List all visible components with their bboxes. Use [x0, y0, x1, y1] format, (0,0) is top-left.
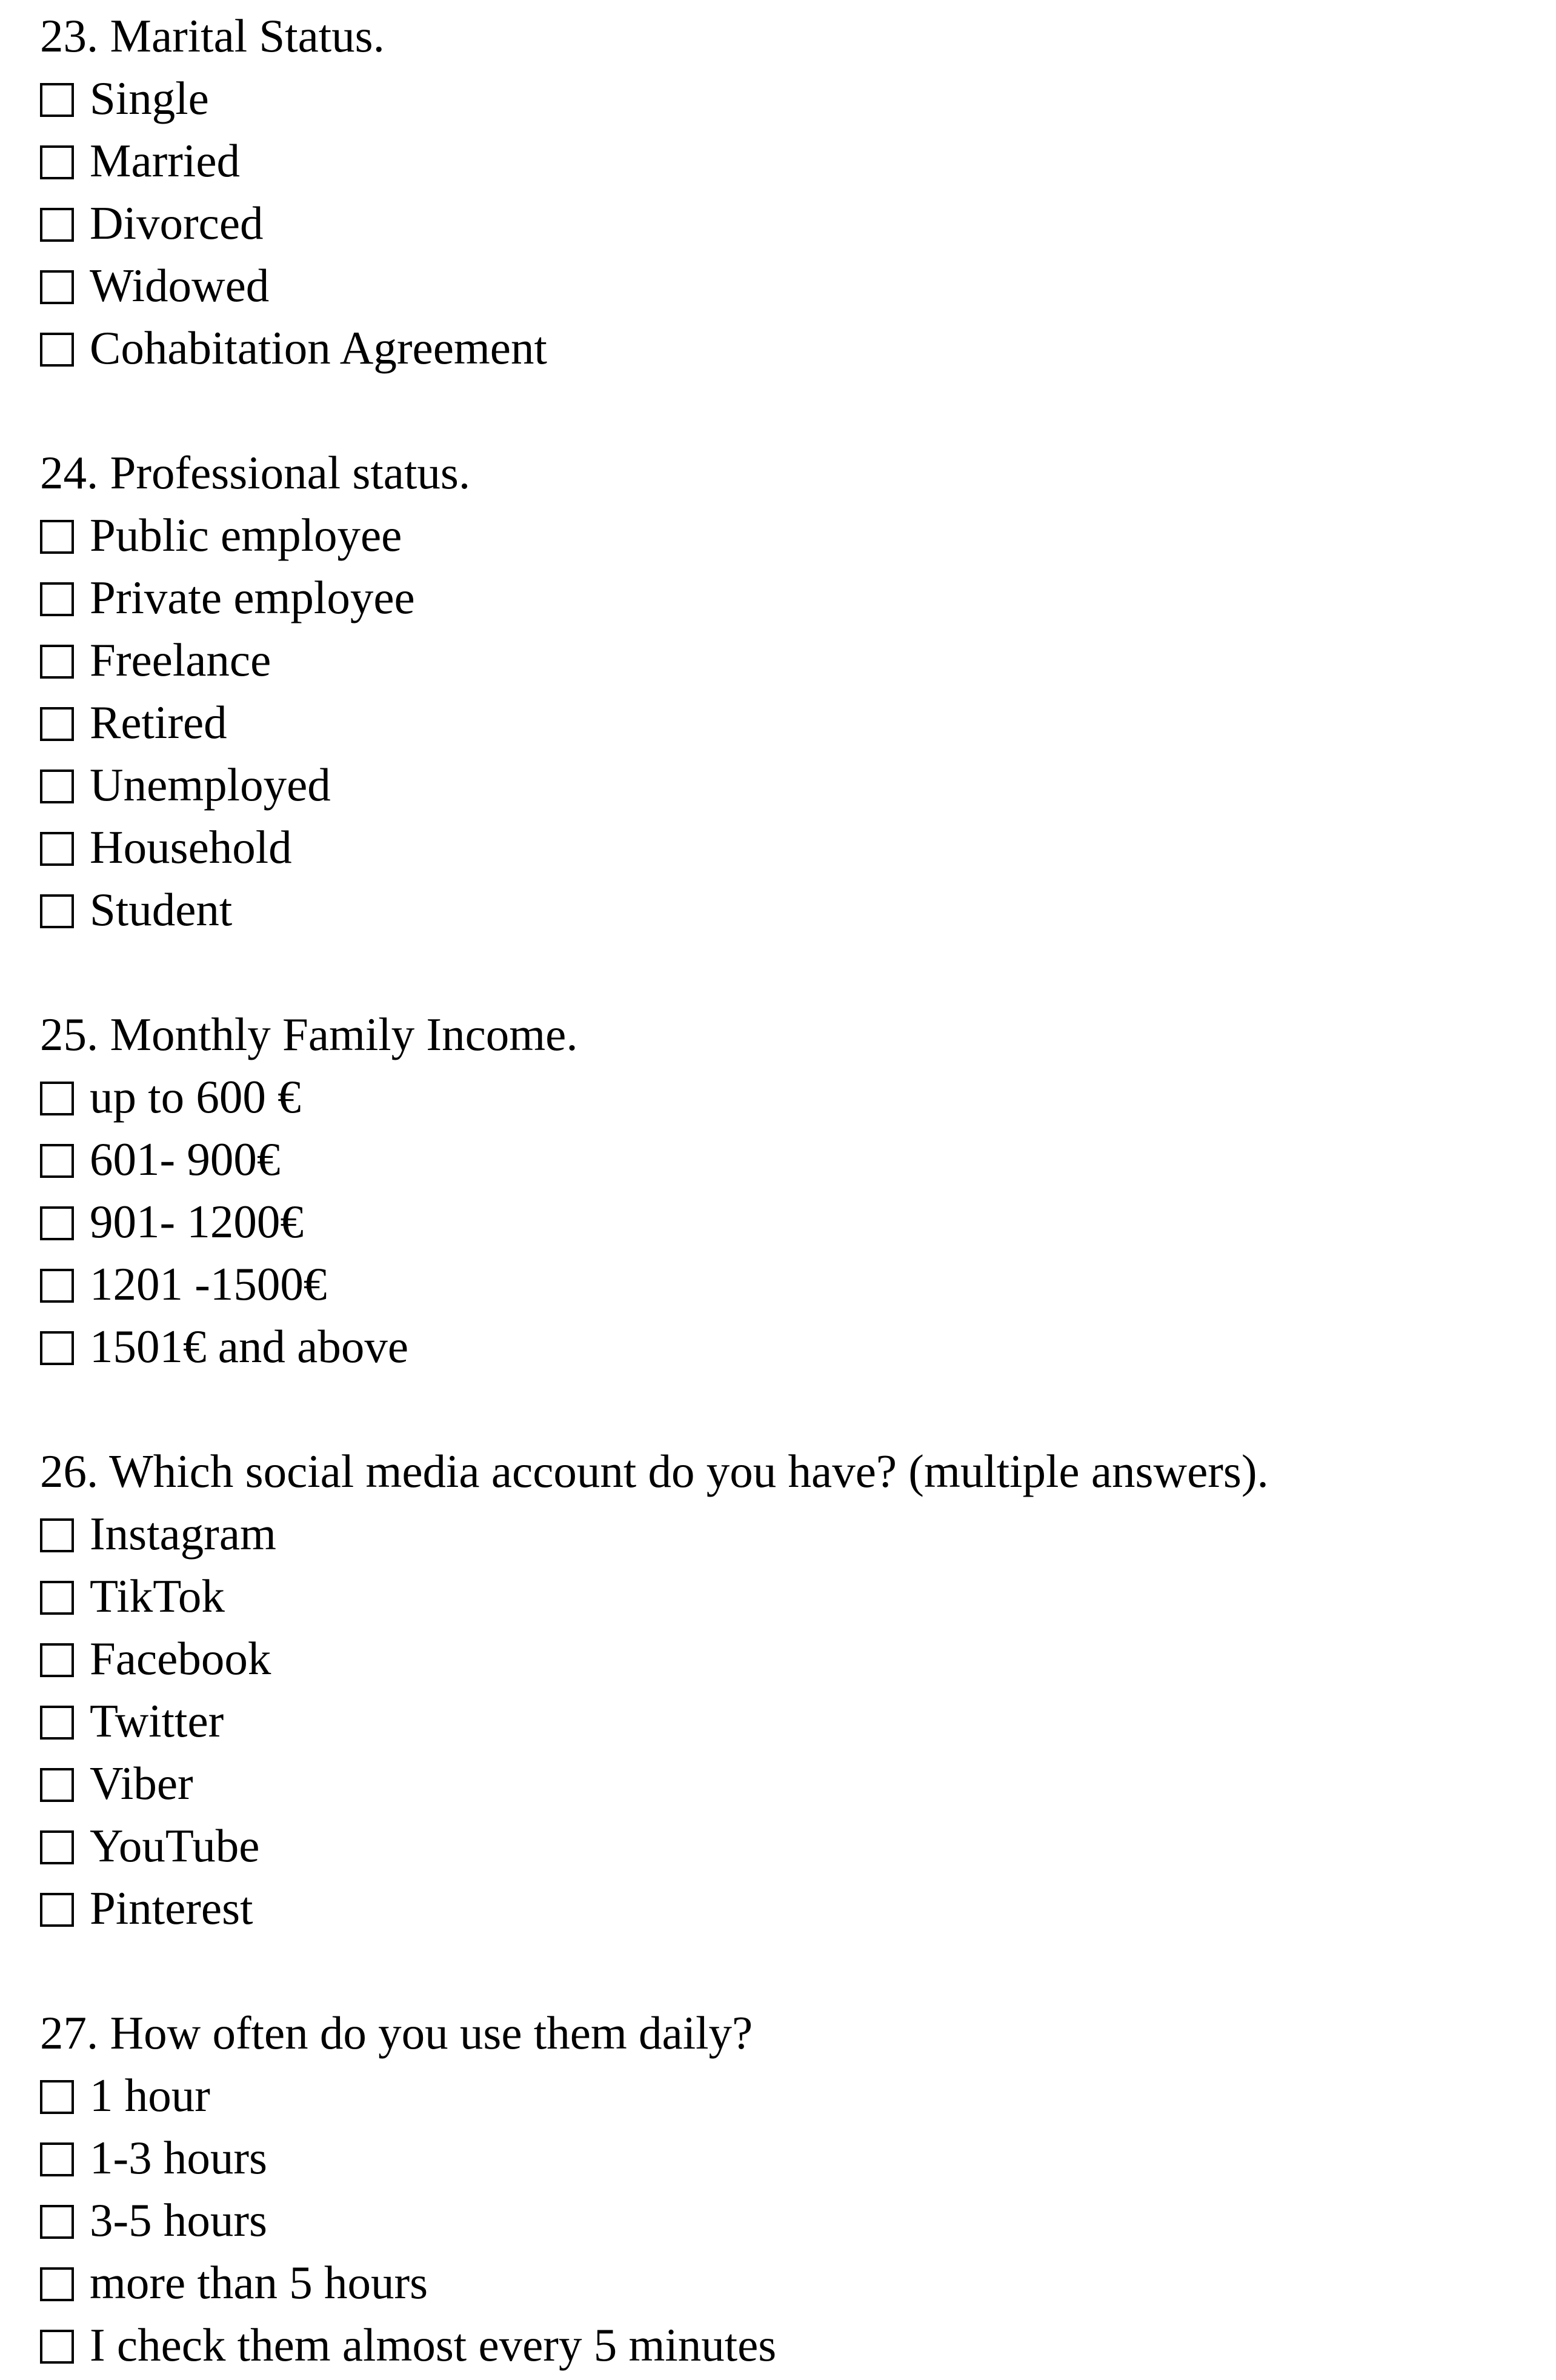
option-row — [40, 1315, 1538, 1378]
option-row — [40, 67, 1538, 130]
checkbox-more-than-5-hours-icon[interactable] — [40, 2267, 74, 2301]
question-26 — [40, 1440, 1538, 1940]
option-label: 1501€ and above — [90, 1320, 409, 1372]
option-label: Single — [90, 72, 209, 124]
option-label: YouTube — [90, 1820, 260, 1872]
option-label: Pinterest — [90, 1882, 253, 1934]
option-label: Retired — [90, 696, 227, 748]
checkbox-public-employee-icon[interactable] — [40, 520, 74, 554]
checkbox-household-icon[interactable] — [40, 832, 74, 866]
option-row — [40, 629, 1538, 691]
option-row — [40, 1066, 1538, 1128]
option-row — [40, 192, 1538, 254]
checkbox-viber-icon[interactable] — [40, 1768, 74, 1802]
option-label: up to 600 € — [90, 1071, 301, 1123]
checkbox-instagram-icon[interactable] — [40, 1518, 74, 1552]
option-label: Private employee — [90, 571, 415, 623]
option-label: Cohabitation Agreement — [90, 322, 547, 374]
option-label: 1 hour — [90, 2069, 210, 2121]
option-row — [40, 254, 1538, 317]
checkbox-1501-and-above-icon[interactable] — [40, 1331, 74, 1365]
option-label: Student — [90, 883, 233, 936]
checkbox-twitter-icon[interactable] — [40, 1706, 74, 1740]
checkbox-3-5-hours-icon[interactable] — [40, 2205, 74, 2239]
option-label: 601- 900€ — [90, 1133, 281, 1185]
option-label: Freelance — [90, 634, 271, 686]
option-row — [40, 2189, 1538, 2252]
checkbox-up-to-600-icon[interactable] — [40, 1082, 74, 1115]
option-row — [40, 1815, 1538, 1877]
checkbox-1-hour-icon[interactable] — [40, 2080, 74, 2114]
checkbox-youtube-icon[interactable] — [40, 1830, 74, 1864]
option-row — [40, 2252, 1538, 2314]
option-label: Divorced — [90, 197, 264, 249]
checkbox-divorced-icon[interactable] — [40, 208, 74, 242]
checkbox-retired-icon[interactable] — [40, 707, 74, 741]
option-label: Instagram — [90, 1507, 276, 1560]
question-title: 24. Professional status. — [40, 447, 471, 499]
option-row — [40, 816, 1538, 879]
option-row — [40, 691, 1538, 754]
option-label: Public employee — [90, 509, 402, 561]
option-row — [40, 1627, 1538, 1690]
question-25 — [40, 1003, 1538, 1378]
option-row — [40, 1503, 1538, 1565]
option-row — [40, 504, 1538, 567]
option-row — [40, 1877, 1538, 1940]
option-label: Widowed — [90, 259, 270, 311]
checkbox-married-icon[interactable] — [40, 145, 74, 179]
option-row — [40, 2064, 1538, 2127]
checkbox-facebook-icon[interactable] — [40, 1643, 74, 1677]
checkbox-cohabitation-agreement-icon[interactable] — [40, 333, 74, 367]
option-row — [40, 567, 1538, 629]
question-23 — [40, 5, 1538, 379]
option-row — [40, 1128, 1538, 1191]
option-label: Unemployed — [90, 759, 331, 811]
checkbox-1-3-hours-icon[interactable] — [40, 2142, 74, 2176]
checkbox-student-icon[interactable] — [40, 894, 74, 928]
option-label: TikTok — [90, 1570, 225, 1622]
checkbox-pinterest-icon[interactable] — [40, 1893, 74, 1927]
checkbox-private-employee-icon[interactable] — [40, 582, 74, 616]
checkbox-widowed-icon[interactable] — [40, 270, 74, 304]
option-label: 3-5 hours — [90, 2194, 267, 2246]
option-label: Household — [90, 821, 292, 873]
option-label: Twitter — [90, 1695, 224, 1747]
checkbox-single-icon[interactable] — [40, 83, 74, 117]
checkbox-unemployed-icon[interactable] — [40, 770, 74, 803]
question-title: 27. How often do you use them daily? — [40, 2007, 753, 2059]
option-label: I check them almost every 5 minutes — [90, 2319, 777, 2371]
option-label: Married — [90, 135, 240, 187]
checkbox-check-every-5-minutes-icon[interactable] — [40, 2330, 74, 2364]
checkbox-tiktok-icon[interactable] — [40, 1581, 74, 1615]
checkbox-freelance-icon[interactable] — [40, 645, 74, 679]
option-row — [40, 1565, 1538, 1627]
option-row — [40, 130, 1538, 192]
option-row — [40, 317, 1538, 379]
option-row — [40, 1752, 1538, 1815]
option-label: Facebook — [90, 1632, 271, 1684]
option-label: 1201 -1500€ — [90, 1258, 327, 1310]
option-row — [40, 1253, 1538, 1315]
option-row — [40, 1191, 1538, 1253]
option-label: Viber — [90, 1757, 193, 1809]
checkbox-601-900-icon[interactable] — [40, 1144, 74, 1178]
question-27 — [40, 2002, 1538, 2376]
question-title: 23. Marital Status. — [40, 10, 385, 62]
question-title: 26. Which social media account do you have? (multiple answers). — [40, 1445, 1269, 1497]
checkbox-1201-1500-icon[interactable] — [40, 1269, 74, 1303]
option-row — [40, 2314, 1538, 2376]
option-label: 1-3 hours — [90, 2132, 267, 2184]
question-24 — [40, 442, 1538, 941]
option-row — [40, 879, 1538, 941]
option-row — [40, 754, 1538, 816]
option-row — [40, 2127, 1538, 2189]
checkbox-901-1200-icon[interactable] — [40, 1206, 74, 1240]
question-title: 25. Monthly Family Income. — [40, 1008, 578, 1060]
option-label: more than 5 hours — [90, 2256, 428, 2309]
option-row — [40, 1690, 1538, 1752]
option-label: 901- 1200€ — [90, 1195, 304, 1248]
